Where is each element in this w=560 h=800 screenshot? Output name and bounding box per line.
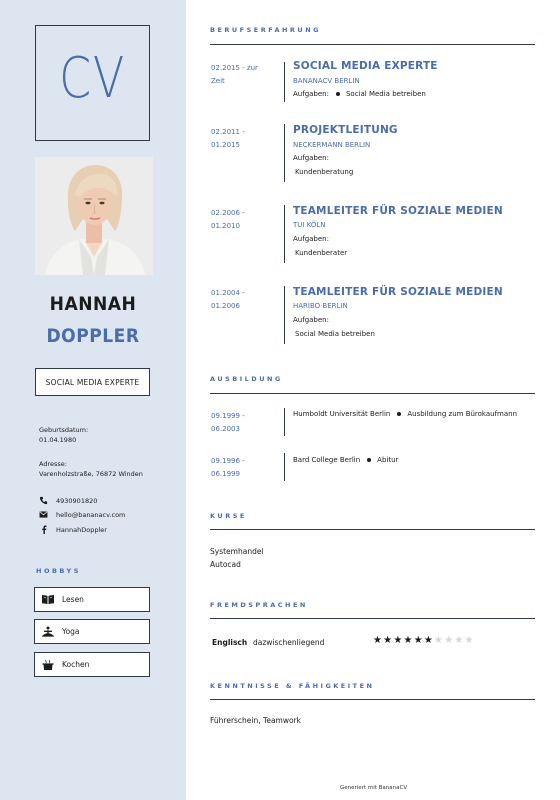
language-name: Englisch <box>212 638 248 647</box>
star-filled-icon: ★ <box>423 635 435 646</box>
task: Kundenberater <box>295 249 348 257</box>
task-label: Aufgaben: <box>293 154 329 162</box>
divider <box>210 699 535 700</box>
profile-photo <box>35 157 153 275</box>
phone-icon <box>39 496 48 505</box>
job-title: SOCIAL MEDIA EXPERTE <box>293 60 438 72</box>
birth-value: 01.04.1980 <box>39 436 77 444</box>
task-row: Aufgaben: Social Media betreiben <box>293 90 426 98</box>
facebook-value: HannahDoppler <box>56 525 107 534</box>
divider <box>284 62 285 102</box>
hobbies-heading: HOBBYS <box>36 567 81 575</box>
language-level: dazwischenliegend <box>253 638 325 647</box>
education-heading: AUSBILDUNG <box>210 375 283 383</box>
birth-label: Geburtsdatum: <box>39 426 89 434</box>
skills-heading: KENNTNISSE & FÄHIGKEITEN <box>210 682 375 690</box>
job-date: 01.2004 - 01.2006 <box>211 289 245 310</box>
cv-logo <box>35 25 150 141</box>
courses-heading: KURSE <box>210 512 247 520</box>
task-label: Aufgaben: <box>293 235 329 243</box>
task: Kundenberatung <box>295 168 354 176</box>
star-empty-icon: ★ <box>444 635 455 646</box>
divider <box>284 286 285 344</box>
divider <box>210 529 535 530</box>
experience-heading: BERUFSERFAHRUNG <box>210 26 321 34</box>
job-date: 02.2011 - 01.2015 <box>211 128 245 149</box>
skills-text: Führerschein, Teamwork <box>210 716 302 725</box>
company-name: TUI KÖLN <box>293 221 326 229</box>
first-name: HANNAH <box>49 293 137 315</box>
facebook-icon <box>39 525 48 534</box>
task: Social Media betreiben <box>295 330 375 338</box>
star-empty-icon: ★ <box>454 635 465 646</box>
bullet-icon <box>336 92 340 96</box>
star-empty-icon: ★ <box>464 635 475 646</box>
languages-heading: FREMDSPRACHEN <box>210 601 308 609</box>
hobby-label: Kochen <box>62 660 90 669</box>
phone-value: 4930901820 <box>56 496 98 505</box>
job-date: 02.2015 - zur Zeit <box>211 64 258 85</box>
edu-date: 09.1996 - 06.1999 <box>211 457 245 478</box>
star-filled-icon: ★ <box>373 635 384 646</box>
sidebar <box>0 0 186 800</box>
last-name: DOPPLER <box>46 325 140 347</box>
divider <box>210 618 535 619</box>
bullet-icon <box>397 412 401 416</box>
hobby-item <box>34 652 150 677</box>
job-date: 02.2006 - 01.2010 <box>211 209 245 230</box>
divider <box>284 205 285 263</box>
divider <box>284 124 285 182</box>
star-filled-icon: ★ <box>413 635 424 646</box>
star-filled-icon: ★ <box>403 635 414 646</box>
email-value: hello@bananacv.com <box>56 510 126 519</box>
job-title-box: SOCIAL MEDIA EXPERTE <box>35 368 150 396</box>
contact-email <box>39 510 125 519</box>
job-title: TEAMLEITER FÜR SOZIALE MEDIEN <box>293 205 503 217</box>
language-rating <box>373 635 475 646</box>
email-icon <box>39 510 48 519</box>
divider <box>284 408 285 436</box>
edu-entry: Bard College Berlin Abitur <box>293 456 399 464</box>
edu-date: 09.1999 - 06.2003 <box>211 412 245 433</box>
company-name: NECKERMANN BERLIN <box>293 141 371 149</box>
job-title: TEAMLEITER FÜR SOZIALE MEDIEN <box>293 286 503 298</box>
company-name: BANANACV BERLIN <box>293 77 360 85</box>
address-label: Adresse: <box>39 460 67 468</box>
address-value: Varenholzstraße, 76872 Winden <box>39 470 143 478</box>
hobby-item <box>34 619 150 644</box>
book-icon <box>41 594 55 606</box>
star-filled-icon: ★ <box>393 635 404 646</box>
yoga-icon <box>41 626 55 638</box>
footer-text: Generiert mit BananaCV <box>340 785 408 791</box>
divider <box>210 44 535 45</box>
star-filled-icon: ★ <box>383 635 394 646</box>
hobby-label: Yoga <box>62 627 80 636</box>
contact-facebook <box>39 525 107 534</box>
contact-phone <box>39 496 97 505</box>
star-empty-icon: ★ <box>434 635 445 646</box>
task-label: Aufgaben: <box>293 316 329 324</box>
hobby-item <box>34 587 150 612</box>
edu-entry: Humboldt Universität Berlin Ausbildung zum Bürokaufmann <box>293 410 518 418</box>
bullet-icon <box>367 458 371 462</box>
job-title: PROJEKTLEITUNG <box>293 124 398 136</box>
company-name: HARIBO BERLIN <box>293 302 348 310</box>
cooking-icon <box>41 659 55 671</box>
hobby-label: Lesen <box>62 595 84 604</box>
cv-logo-text: CV <box>59 46 126 111</box>
course-item: Autocad <box>210 560 241 569</box>
course-item: Systemhandel <box>210 547 264 556</box>
divider <box>284 453 285 481</box>
divider <box>210 393 535 394</box>
